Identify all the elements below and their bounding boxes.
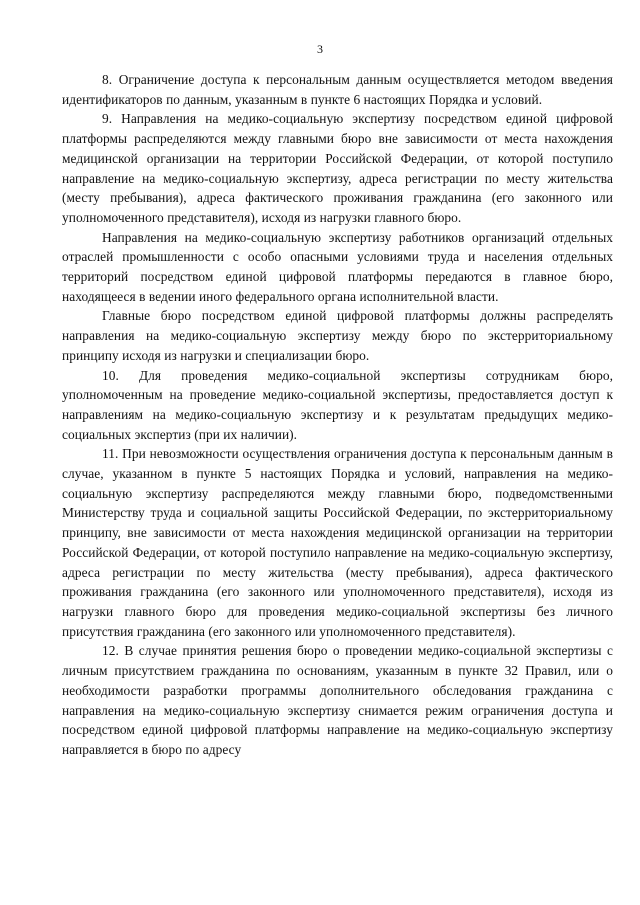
paragraph-11: 11. При невозможности осуществления ограничения доступа к персональным данным в случае, указанном в пункте 5 настоящих Порядка и условий, направления на медико-социальную экспертизу распределяются между главными бюро, подведомственными Министерству труда и социальной защиты Российской Федерации, по экстерриториальному принципу, вне зависимости от места нахождения медицинской организации на территории Российской Федерации, от которой поступило направление на медико-социальную экспертизу, адреса регистрации по месту жительства (месту пребывания), адреса фактического проживания гражданина (его законного или уполномоченного представителя), исходя из нагрузки главного бюро для проведения медико-социальной экспертизы без личного присутствия гражданина (его законного или уполномоченного представителя). bbox=[62, 446, 613, 639]
page-number: 3 bbox=[317, 42, 323, 56]
paragraph-9-hazardous-industries: Направления на медико-социальную экспертизу работников организаций отдельных отраслей промышленности с особо опасными условиями труда и населения отдельных территорий посредством единой цифровой платформы передаются в главное бюро, находящееся в ведении иного федерального органа исполнительной власти. bbox=[62, 229, 613, 304]
paragraph-8: 8. Ограничение доступа к персональным данным осуществляется методом введения идентификаторов по данным, указанным в пункте 6 настоящих Порядка и условий. bbox=[62, 72, 613, 107]
paragraph-12: 12. В случае принятия решения бюро о проведении медико-социальной экспертизы с личным присутствием гражданина по основаниям, указанным в пункте 32 Правил, или о необходимости разработки программы дополнительного обследования гражданина с направления на медико-социальную экспертизу снимается режим ограничения доступа и посредством единой цифровой платформы направление на медико-социальную экспертизу направляется в бюро по адресу bbox=[62, 643, 613, 757]
document-body bbox=[62, 70, 613, 760]
paragraph-9-distribution-principle: Главные бюро посредством единой цифровой платформы должны распределять направления на медико-социальную экспертизу между бюро по экстерриториальному принципу исходя из нагрузки и специализации бюро. bbox=[62, 308, 613, 363]
paragraph-9: 9. Направления на медико-социальную экспертизу посредством единой цифровой платформы распределяются между главными бюро вне зависимости от места нахождения медицинской организации на территории Российской Федерации, от которой поступило направление на медико-социальную экспертизу, адреса регистрации по месту жительства (месту пребывания), адреса фактического проживания гражданина (его законного или уполномоченного представителя), исходя из нагрузки главного бюро. bbox=[62, 111, 613, 225]
paragraph-10: 10. Для проведения медико-социальной экспертизы сотрудникам бюро, уполномоченным на проведение медико-социальной экспертизы, предоставляется доступ к направлениям на медико-социальную экспертизу и к результатам предыдущих медико-социальных экспертиз (при их наличии). bbox=[62, 367, 613, 442]
